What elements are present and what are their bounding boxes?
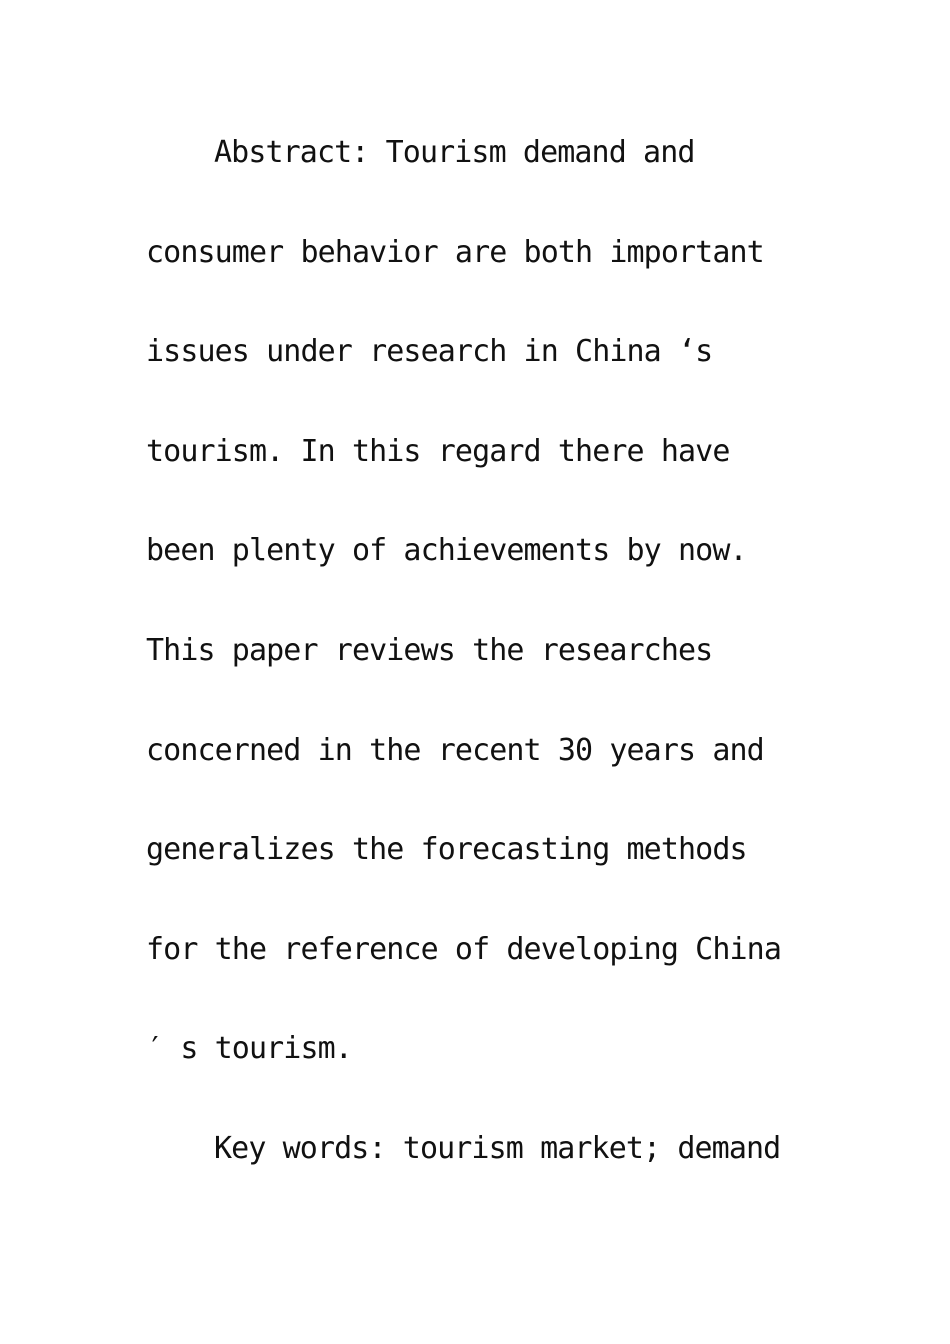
abstract-line: This paper reviews the researches bbox=[146, 632, 713, 668]
abstract-line: been plenty of achievements by now. bbox=[146, 533, 747, 569]
abstract-line: consumer behavior are both important bbox=[146, 234, 764, 270]
abstract-line: tourism. In this regard there have bbox=[146, 433, 730, 469]
abstract-line: for the reference of developing China bbox=[146, 931, 781, 967]
abstract-line: Abstract: Tourism demand and bbox=[214, 135, 695, 170]
abstract-line: ′ s tourism. bbox=[146, 1031, 352, 1067]
keywords-line: Key words: tourism market; demand bbox=[214, 1131, 781, 1166]
keywords-paragraph bbox=[146, 1099, 846, 1199]
abstract-line: concerned in the recent 30 years and bbox=[146, 732, 764, 768]
abstract-paragraph bbox=[146, 103, 846, 1099]
abstract-line: issues under research in China ‘s bbox=[146, 334, 713, 370]
abstract-line: generalizes the forecasting methods bbox=[146, 832, 747, 868]
